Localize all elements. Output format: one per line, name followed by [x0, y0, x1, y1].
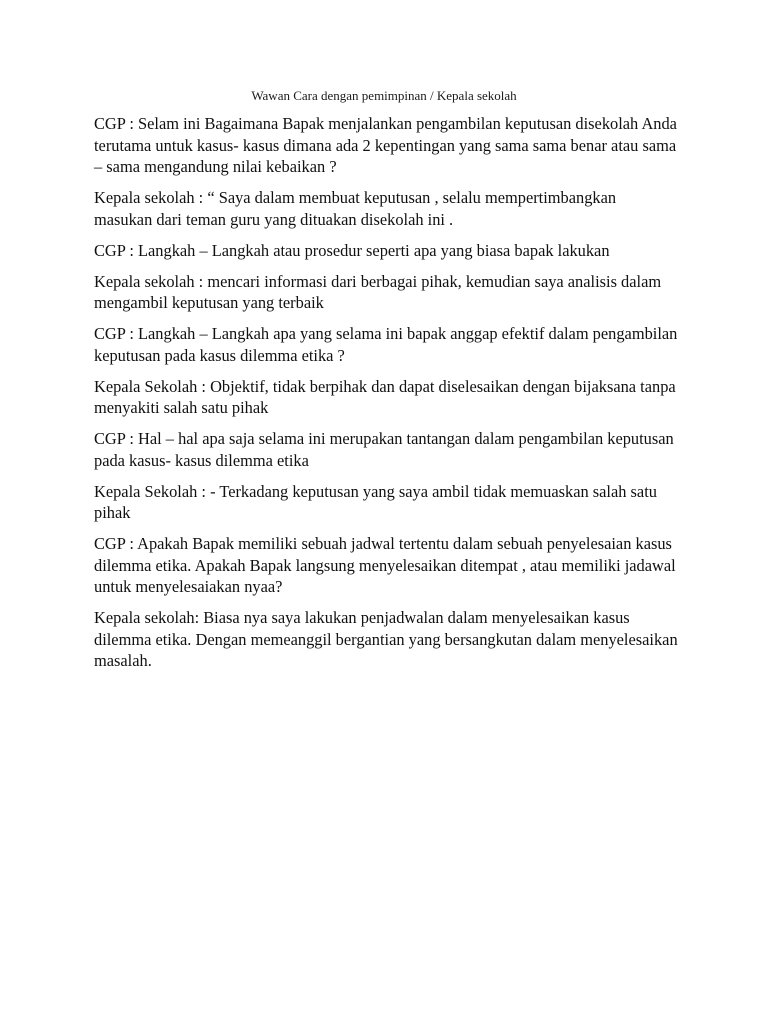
paragraph-kepala-answer-2: Kepala sekolah : mencari informasi dari berbagai pihak, kemudian saya analisis dalam mengambil keputusan yang terbaik	[94, 271, 662, 312]
paragraph-cgp-question-4: CGP : Hal – hal apa saja selama ini merupakan tantangan dalam pengambilan keputusan pada kasus- kasus dilemma etika	[94, 429, 674, 470]
paragraph-cgp-question-5: CGP : Apakah Bapak memiliki sebuah jadwal tertentu dalam sebuah penyelesaian kasus dilemma etika. Apakah Bapak langsung menyelesaikan ditempat , atau memiliki jadawal untuk menyelesaiakan nyaa?	[94, 534, 676, 596]
document-body	[94, 113, 678, 681]
paragraph-kepala-answer-1: Kepala sekolah : “ Saya dalam membuat keputusan , selalu mempertimbangkan masukan dari teman guru yang dituakan disekolah ini .	[94, 188, 617, 229]
paragraph-cgp-question-1: CGP : Selam ini Bagaimana Bapak menjalankan pengambilan keputusan disekolah Anda terutama untuk kasus- kasus dimana ada 2 kepentingan yang sama sama benar atau sama – sama mengandung nilai kebaikan ?	[94, 114, 677, 176]
paragraph-cgp-question-2: CGP : Langkah – Langkah atau prosedur seperti apa yang biasa bapak lakukan	[94, 240, 610, 260]
paragraph-kepala-answer-5: Kepala sekolah: Biasa nya saya lakukan penjadwalan dalam menyelesaikan kasus dilemma etika. Dengan memeanggil bergantian yang bersangkutan dalam menyelesaikan masalah.	[94, 608, 678, 670]
paragraph-kepala-answer-3: Kepala Sekolah : Objektif, tidak berpihak dan dapat diselesaikan dengan bijaksana tanpa menyakiti salah satu pihak	[94, 376, 676, 417]
document-title: Wawan Cara dengan pemimpinan / Kepala sekolah	[251, 88, 517, 103]
paragraph-kepala-answer-4: Kepala Sekolah : - Terkadang keputusan yang saya ambil tidak memuaskan salah satu pihak	[94, 481, 657, 522]
paragraph-cgp-question-3: CGP : Langkah – Langkah apa yang selama ini bapak anggap efektif dalam pengambilan keputusan pada kasus dilemma etika ?	[94, 324, 678, 365]
